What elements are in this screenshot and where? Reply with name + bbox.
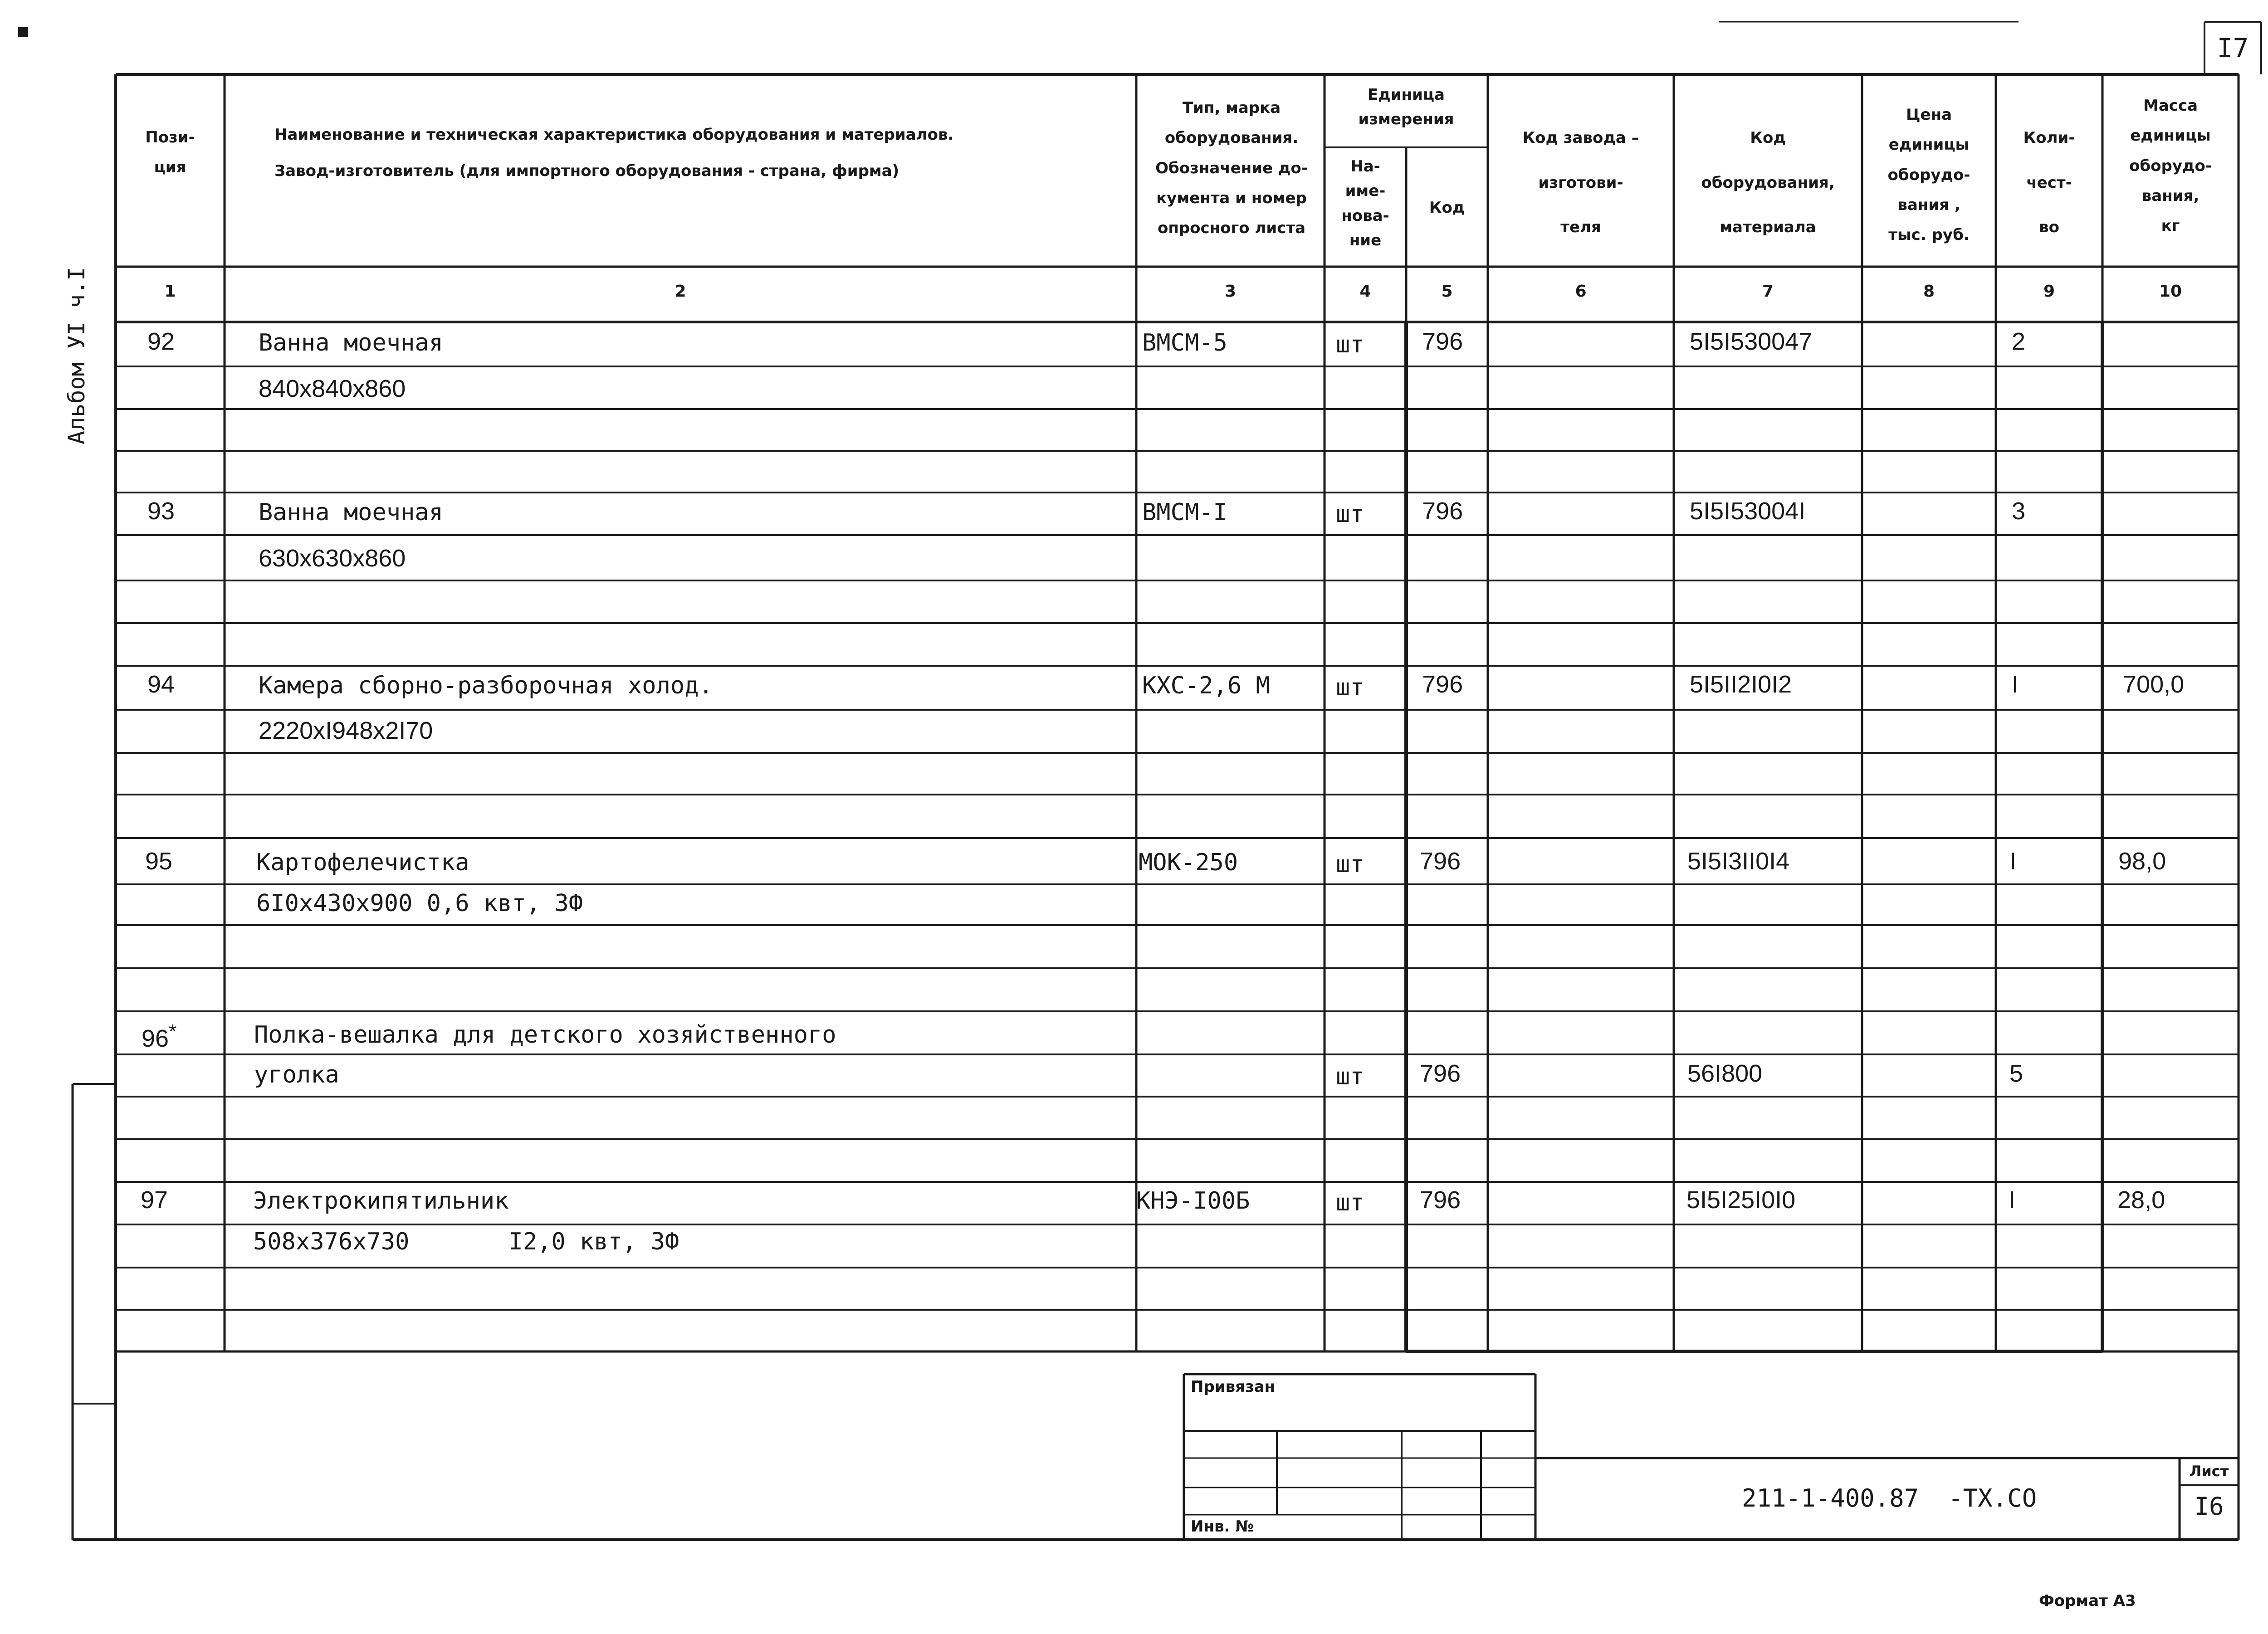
row-name: Электрокипятильник — [253, 1187, 509, 1215]
row-name: Картофелечистка — [256, 849, 469, 876]
row-name: Ванна моечная — [259, 329, 443, 356]
format-label: Формат А3 — [2039, 1592, 2136, 1610]
row-mass: 700,0 — [2123, 671, 2185, 698]
header-unit-group: Единица измерения — [1358, 86, 1454, 129]
row-name: Ванна моечная — [259, 499, 443, 526]
row-position: 93 — [147, 498, 175, 525]
row-quantity: I — [2009, 1186, 2016, 1214]
header-unit-name: На- име- нова- ние — [1341, 157, 1389, 250]
row-name: Полка-вешалка для детского хозяйственного — [254, 1021, 836, 1049]
row-spec: 840x840x860 — [259, 375, 406, 402]
column-number: 5 — [1441, 282, 1453, 301]
column-number: 6 — [1575, 282, 1587, 301]
row-quantity: 3 — [2012, 498, 2026, 525]
row-unit: шт — [1336, 1063, 1364, 1090]
row-spec: 2220xI948x2I70 — [259, 717, 433, 744]
header-factory-code: Код завода – изготови- теля — [1522, 129, 1639, 237]
row-spec: уголка — [254, 1061, 339, 1088]
header-quantity: Коли- чест- во — [2023, 129, 2075, 237]
row-unit-code: 796 — [1422, 328, 1463, 355]
header-mass: Масса единицы оборудо- вания, кг — [2129, 97, 2212, 235]
header-price: Цена единицы оборудо- вания , тыс. руб. — [1887, 106, 1970, 244]
column-number: 9 — [2043, 282, 2055, 301]
row-unit-code: 796 — [1420, 1060, 1461, 1087]
row-quantity: I — [2012, 671, 2019, 698]
row-unit: шт — [1336, 501, 1364, 528]
column-number: 8 — [1923, 282, 1935, 301]
row-mass: 98,0 — [2118, 848, 2166, 875]
row-quantity: 2 — [2012, 328, 2026, 355]
row-unit: шт — [1336, 331, 1364, 358]
sheet-top-number: I7 — [2217, 33, 2249, 63]
header-type: Тип, марка оборудования. Обозначение до- кумента и номер опросного листа — [1155, 99, 1308, 238]
row-unit: шт — [1336, 674, 1364, 701]
row-code: 5I5I53004I — [1690, 498, 1806, 525]
row-type: КНЭ-I00Б — [1136, 1187, 1250, 1215]
column-number: 1 — [164, 282, 176, 301]
column-number: 2 — [675, 282, 686, 301]
header-name: Наименование и техническая характеристика оборудования и материалов. Завод-изготовитель (для импортного оборудования - страна, фирма) — [274, 126, 954, 180]
row-type: ВМСМ-5 — [1142, 329, 1227, 356]
row-quantity: I — [2009, 848, 2017, 875]
row-unit-code: 796 — [1420, 1186, 1461, 1214]
row-code: 5I5I25I0I0 — [1686, 1186, 1796, 1214]
album-label: Альбом УI ч.I — [64, 267, 90, 444]
stamp-inventory-label: Инв. № — [1191, 1517, 1254, 1536]
header-unit-code: Код — [1429, 199, 1465, 217]
row-quantity: 5 — [2009, 1060, 2024, 1087]
row-type: КХС-2,6 М — [1142, 672, 1270, 699]
row-unit: шт — [1336, 851, 1364, 878]
row-code: 5I5II2I0I2 — [1690, 671, 1792, 698]
column-number: 10 — [2159, 282, 2182, 301]
row-spec: 630x630x860 — [259, 545, 406, 572]
row-unit-code: 796 — [1422, 498, 1463, 525]
row-code: 5I5I530047 — [1690, 328, 1813, 355]
row-position: 97 — [141, 1186, 168, 1214]
row-position: 95 — [145, 848, 173, 875]
row-spec: 508x376x730 I2,0 квт, 3Ф — [253, 1228, 679, 1255]
row-unit-code: 796 — [1420, 848, 1461, 875]
row-type: ВМСМ-I — [1142, 499, 1227, 526]
header-equipment-code: Код оборудования, материала — [1701, 129, 1835, 237]
footnote-mark: * — [169, 1020, 177, 1043]
sheet-label: Лист — [2189, 1463, 2229, 1480]
row-code: 56I800 — [1687, 1060, 1763, 1087]
column-number: 4 — [1359, 282, 1371, 301]
row-unit: шт — [1336, 1189, 1364, 1216]
column-number: 7 — [1762, 282, 1774, 301]
document-code: 211-1-400.87 -ТХ.СО — [1742, 1484, 2037, 1512]
row-position: 94 — [147, 671, 175, 698]
row-spec: 6I0x430x900 0,6 квт, 3Ф — [256, 890, 583, 917]
row-position: 96* — [142, 1020, 177, 1052]
header-position: Пози- ция — [145, 128, 195, 177]
row-name: Камера сборно-разборочная холод. — [259, 672, 713, 699]
row-mass: 28,0 — [2117, 1186, 2165, 1214]
row-position: 92 — [147, 328, 175, 355]
row-code: 5I5I3II0I4 — [1687, 848, 1790, 875]
column-number: 3 — [1224, 282, 1237, 301]
stamp-linked-label: Привязан — [1191, 1378, 1276, 1396]
row-type: МОК-250 — [1139, 849, 1238, 876]
row-unit-code: 796 — [1422, 671, 1463, 698]
sheet-number: I6 — [2194, 1492, 2224, 1521]
